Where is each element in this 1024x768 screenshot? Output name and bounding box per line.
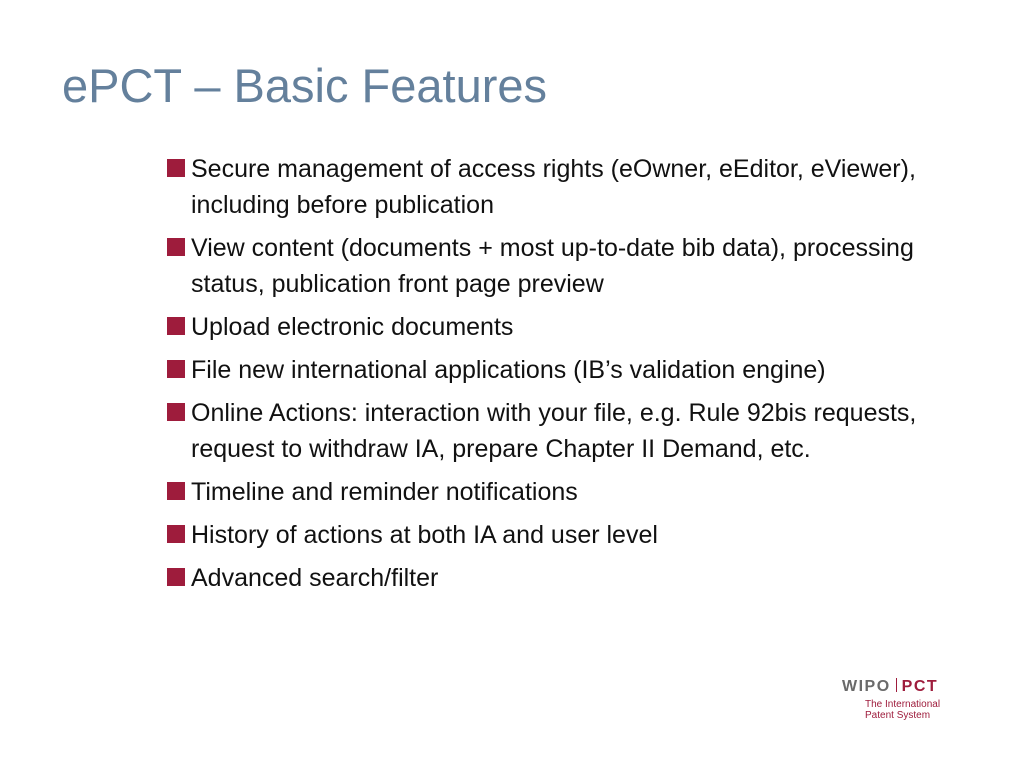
bullet-text: Advanced search/filter: [191, 564, 439, 592]
logo-pct-text: PCT: [901, 678, 939, 695]
bullet-item-history: [166, 517, 966, 553]
logo-tagline: [865, 699, 940, 721]
slide-title: ePCT – Basic Features: [62, 59, 548, 112]
bullet-text: Online Actions: interaction with your file, e.g. Rule 92bis requests, request to withdraw IA, prepare Chapter II Demand, etc.: [191, 399, 917, 463]
square-bullet-icon: [167, 159, 185, 177]
bullet-item-file-applications: [166, 352, 966, 388]
wipo-pct-logo: [842, 676, 982, 726]
bullet-text: View content (documents + most up-to-date bib data), processing status, publication front page preview: [191, 234, 914, 298]
logo-divider: [896, 678, 897, 692]
bullet-item-view-content: [166, 230, 966, 302]
logo-tagline-line2: Patent System: [865, 710, 931, 721]
bullet-item-search: [166, 560, 966, 596]
bullet-text: Secure management of access rights (eOwner, eEditor, eViewer), including before publication: [191, 155, 916, 219]
square-bullet-icon: [167, 317, 185, 335]
logo-wipo-text: WIPO: [842, 678, 891, 695]
square-bullet-icon: [167, 238, 185, 256]
bullet-text: Timeline and reminder notifications: [191, 478, 578, 506]
bullet-item-upload: [166, 309, 966, 345]
bullet-item-online-actions: [166, 395, 966, 467]
square-bullet-icon: [167, 568, 185, 586]
square-bullet-icon: [167, 403, 185, 421]
square-bullet-icon: [167, 360, 185, 378]
bullet-item-access-rights: [166, 151, 966, 223]
bullet-text: History of actions at both IA and user level: [191, 521, 658, 549]
logo-tagline-line1: The International: [865, 699, 941, 710]
bullet-text: File new international applications (IB’s validation engine): [191, 356, 826, 384]
feature-bullet-list: [166, 151, 966, 603]
bullet-text: Upload electronic documents: [191, 313, 514, 341]
square-bullet-icon: [167, 482, 185, 500]
square-bullet-icon: [167, 525, 185, 543]
logo-wordmark: [842, 676, 938, 698]
bullet-item-timeline: [166, 474, 966, 510]
